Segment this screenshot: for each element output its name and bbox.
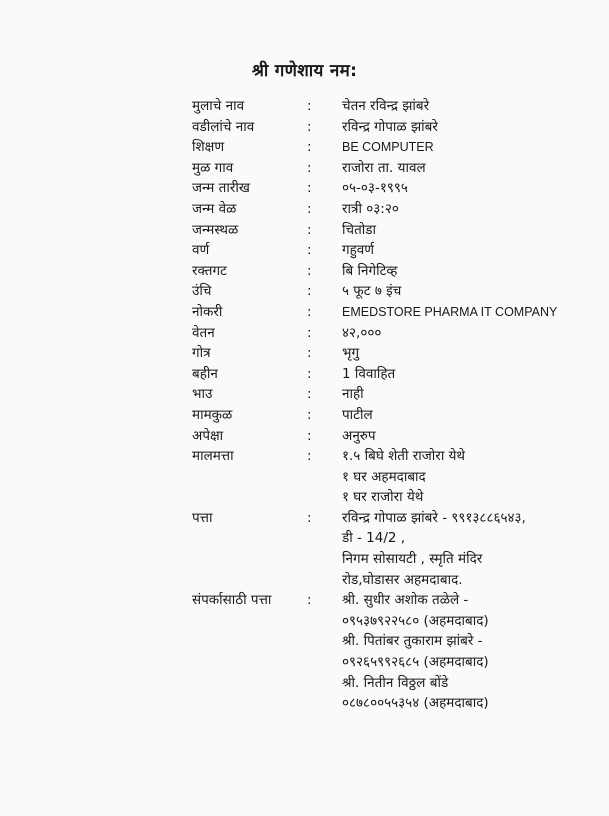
field-row	[192, 590, 592, 714]
field-label: जन्म वेळ	[192, 200, 237, 217]
field-separator: :	[307, 139, 312, 156]
field-value: भृगु	[342, 345, 360, 362]
field-value: नाही	[342, 386, 364, 403]
field-separator: :	[307, 427, 312, 444]
field-row	[192, 405, 592, 426]
field-value: EMEDSTORE PHARMA IT COMPANY	[342, 304, 558, 319]
field-row	[192, 323, 592, 344]
field-label: भाउ	[192, 386, 213, 403]
field-row	[192, 117, 592, 138]
field-value: ०९५३७९२२५८० (अहमदाबाद)	[342, 612, 489, 629]
field-separator: :	[307, 345, 312, 362]
field-values	[342, 364, 592, 385]
field-label: गोत्र	[192, 345, 211, 362]
field-label: मामकुळ	[192, 406, 233, 423]
field-label: संपर्कासाठी पत्ता	[192, 592, 272, 609]
field-separator: :	[307, 365, 312, 382]
field-value: १ घर अहमदाबाद	[342, 468, 426, 485]
field-label: मालमत्ता	[192, 448, 234, 465]
field-row	[192, 384, 592, 405]
field-values	[342, 220, 592, 241]
field-row	[192, 137, 592, 158]
field-label: वडीलांचे नाव	[192, 118, 255, 135]
field-values	[342, 426, 592, 447]
field-separator: :	[307, 221, 312, 238]
document-title: श्री गणेशाय नम:	[251, 61, 358, 81]
field-label: जन्म तारीख	[192, 180, 250, 197]
field-value: श्री. पितांबर तुकाराम झांबरे -	[342, 633, 483, 650]
field-separator: :	[307, 509, 312, 526]
field-value: चितोडा	[342, 221, 376, 238]
field-values	[342, 281, 592, 302]
field-label: मुलाचे नाव	[192, 98, 245, 114]
field-label: जन्मस्थळ	[192, 221, 239, 238]
field-separator: :	[307, 118, 312, 135]
field-row	[192, 302, 592, 323]
field-separator: :	[307, 283, 312, 300]
field-values	[342, 96, 592, 117]
field-value: चेतन रविन्द्र झांबरे	[342, 98, 430, 114]
field-row	[192, 261, 592, 282]
field-row	[192, 281, 592, 302]
field-separator: :	[307, 262, 312, 279]
field-separator: :	[307, 406, 312, 423]
field-values	[342, 343, 592, 364]
field-values	[342, 240, 592, 261]
field-values	[342, 302, 592, 323]
field-label: उंचि	[192, 283, 212, 300]
field-separator: :	[307, 448, 312, 465]
field-value: गहुवर्ण	[342, 242, 375, 259]
field-values	[342, 137, 592, 158]
field-separator: :	[307, 159, 312, 176]
field-value: बि निगेटिव्ह	[342, 262, 398, 279]
field-row	[192, 426, 592, 447]
field-values	[342, 117, 592, 138]
field-label: रक्तगट	[192, 262, 227, 279]
field-value: ५ फूट ७ इंच	[342, 283, 402, 300]
field-row	[192, 158, 592, 179]
field-values	[342, 323, 592, 344]
field-values	[342, 405, 592, 426]
field-separator: :	[307, 180, 312, 197]
field-values	[342, 384, 592, 405]
field-row	[192, 364, 592, 385]
field-row	[192, 199, 592, 220]
field-row	[192, 220, 592, 241]
field-separator: :	[307, 303, 312, 320]
field-value: डी - 14/2 ,	[342, 530, 406, 547]
field-value: ०९२६५९९२६८५ (अहमदाबाद)	[342, 654, 489, 671]
field-separator: :	[307, 386, 312, 403]
field-values	[342, 261, 592, 282]
field-label: अपेक्षा	[192, 427, 224, 444]
field-values	[342, 508, 592, 590]
field-values	[342, 178, 592, 199]
field-separator: :	[307, 324, 312, 341]
field-separator: :	[307, 242, 312, 259]
field-row	[192, 508, 592, 590]
field-value: रोड,घोडासर अहमदाबाद.	[342, 571, 463, 588]
field-label: वेतन	[192, 324, 215, 341]
field-row	[192, 96, 592, 117]
field-row	[192, 446, 592, 508]
field-value: १.५ बिघे शेती राजोरा येथे	[342, 448, 466, 465]
field-values	[342, 590, 592, 714]
field-value: ०८७८००५५३५४ (अहमदाबाद)	[342, 695, 489, 712]
field-label: नोकरी	[192, 303, 223, 320]
field-value: ४२,०००	[342, 324, 382, 341]
field-value: रविन्द्र गोपाळ झांबरे - ९९१३८८६५४३,	[342, 509, 526, 526]
field-value: १ घर राजोरा येथे	[342, 489, 424, 506]
field-label: वर्ण	[192, 242, 210, 259]
field-value: ०५-०३-१९९५	[342, 180, 408, 197]
field-row	[192, 240, 592, 261]
field-values	[342, 446, 592, 508]
field-value: रविन्द्र गोपाळ झांबरे	[342, 118, 438, 135]
field-label: मुळ गाव	[192, 159, 234, 176]
field-separator: :	[307, 592, 312, 609]
biodata-table	[192, 96, 592, 714]
field-value: अनुरुप	[342, 427, 376, 444]
field-row	[192, 178, 592, 199]
field-label: बहीन	[192, 365, 218, 382]
field-value: पाटील	[342, 406, 373, 423]
field-value: श्री. नितीन विठ्ठल बोंडे	[342, 674, 449, 691]
field-value: राजोरा ता. यावल	[342, 159, 426, 176]
field-value: BE COMPUTER	[342, 140, 434, 155]
field-row	[192, 343, 592, 364]
field-values	[342, 199, 592, 220]
field-label: शिक्षण	[192, 139, 225, 156]
field-values	[342, 158, 592, 179]
field-label: पत्ता	[192, 509, 213, 526]
field-value: श्री. सुधीर अशोक तळेले -	[342, 592, 469, 609]
field-separator: :	[307, 98, 312, 114]
field-value: निगम सोसायटी , स्मृति मंदिर	[342, 551, 483, 568]
field-separator: :	[307, 200, 312, 217]
field-value: रात्री ०३:२०	[342, 200, 399, 217]
field-value: 1 विवाहित	[342, 365, 396, 382]
